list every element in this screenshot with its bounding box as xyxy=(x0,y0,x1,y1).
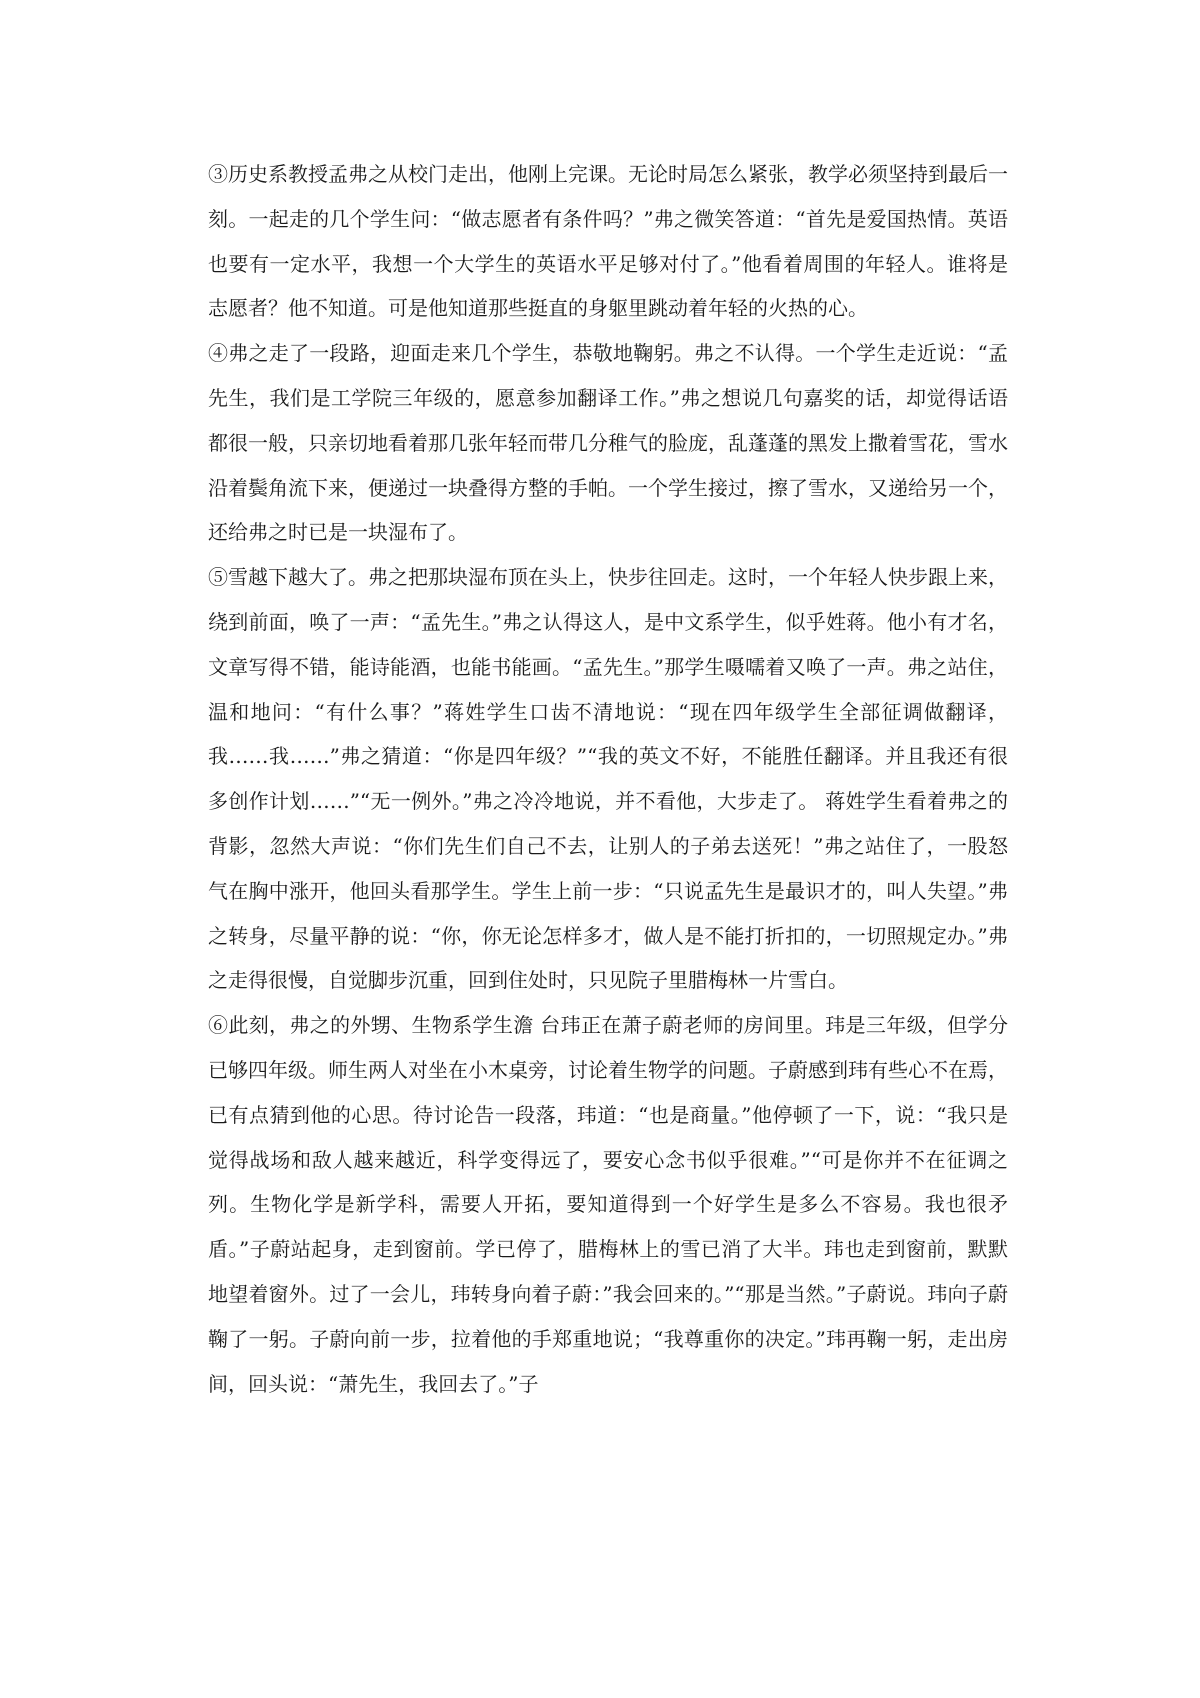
paragraph-6: ⑥此刻，弗之的外甥、生物系学生澹 台玮正在萧子蔚老师的房间里。玮是三年级，但学分已够四年级。师生两人对坐在小木桌旁，讨论着生物学的问题。子蔚感到玮有些心不在焉，已有点猜到他的心思。待讨论告一段落，玮道：“也是商量。”他停顿了一下，说：“我只是觉得战场和敌人越来越近，科学变得远了，要安心念书似乎很难。”“可是你并不在征调之列。生物化学是新学科，需要人开拓，要知道得到一个好学生是多么不容易。我也很矛盾。”子蔚站起身，走到窗前。学已停了，腊梅林上的雪已消了大半。玮也走到窗前，默默地望着窗外。过了一会儿，玮转身向着子蔚：”我会回来的。”“那是当然。”子蔚说。玮向子蔚鞠了一躬。子蔚向前一步，拉着他的手郑重地说；“我尊重你的决定。”玮再鞠一躬，走出房间，回头说：“萧先生，我回去了。”子 xyxy=(208,1013,1008,1396)
paragraph-3: ③历史系教授孟弗之从校门走出，他刚上完课。无论时局怎么紧张，教学必须坚持到最后一刻。一起走的几个学生问：“做志愿者有条件吗？”弗之微笑答道：“首先是爱国热情。英语也要有一定水平，我想一个大学生的英语水平足够对付了。”他看着周围的年轻人。谁将是志愿者？他不知道。可是他知道那些挺直的身躯里跳动着年轻的火热的心。 xyxy=(208,162,1008,321)
paragraph-5: ⑤雪越下越大了。弗之把那块湿布顶在头上，快步往回走。这时，一个年轻人快步跟上来，绕到前面，唤了一声：“孟先生。”弗之认得这人，是中文系学生，似乎姓蒋。他小有才名，文章写得不错，能诗能酒，也能书能画。“孟先生。”那学生嗫嚅着又唤了一声。弗之站住，温和地问：“有什么事？”蒋姓学生口齿不清地说：“现在四年级学生全部征调做翻译，我……我……”弗之猜道：“你是四年级？”“我的英文不好，不能胜任翻译。并且我还有很多创作计划……”“无一例外。”弗之冷冷地说，并不看他，大步走了。 蒋姓学生看着弗之的背影，忽然大声说：“你们先生们自己不去，让别人的子弟去送死！”弗之站住了，一股怒气在胸中涨开，他回头看那学生。学生上前一步：“只说孟先生是最识才的，叫人失望。”弗之转身，尽量平静的说：“你，你无论怎样多才，做人是不能打折扣的，一切照规定办。”弗之走得很慢，自觉脚步沉重，回到住处时，只见院子里腊梅林一片雪白。 xyxy=(208,565,1008,993)
body-text xyxy=(208,152,1008,1406)
paragraph-4: ④弗之走了一段路，迎面走来几个学生，恭敬地鞠躬。弗之不认得。一个学生走近说：“孟先生，我们是工学院三年级的，愿意参加翻译工作。”弗之想说几句嘉奖的话，却觉得话语都很一般，只亲切地看着那几张年轻而带几分稚气的脸庞，乱蓬蓬的黑发上撒着雪花，雪水沿着鬓角流下来，便递过一块叠得方整的手帕。一个学生接过，擦了雪水，又递给另一个，还给弗之时已是一块湿布了。 xyxy=(208,341,1008,545)
